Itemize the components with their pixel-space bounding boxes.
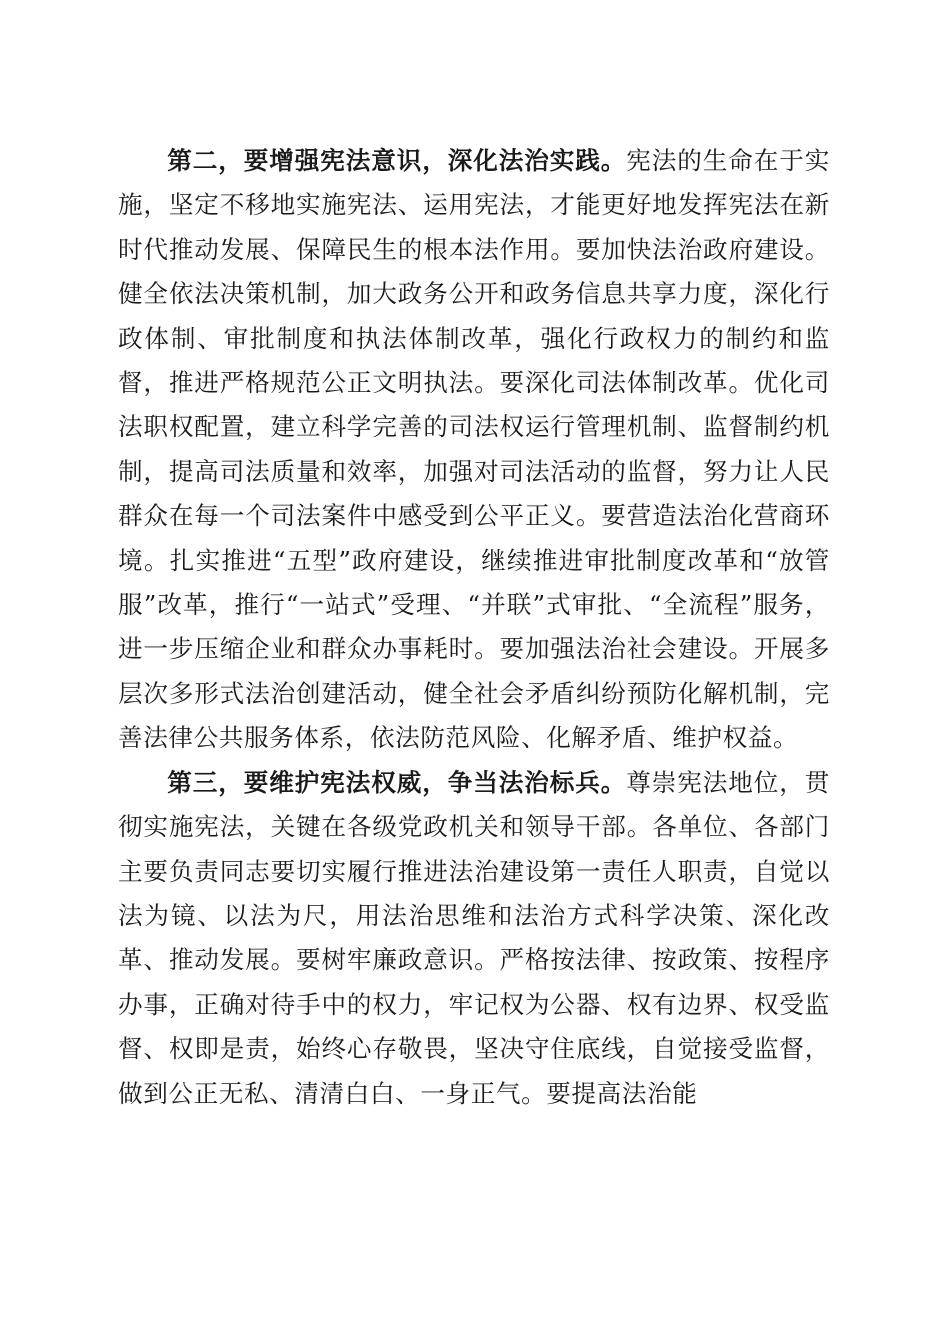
paragraph-second-point: [118, 139, 830, 761]
document-body: [118, 139, 830, 1116]
paragraph-heading: 第三，要维护宪法权威，争当法治标兵。: [167, 767, 627, 797]
paragraph-text: 宪法的生命在于实施，坚定不移地实施宪法、运用宪法，才能更好地发挥宪法在新时代推动发展、保障民生的根本法作用。要加快法治政府建设。健全依法决策机制，加大政务公开和政务信息共享力度，深化行政体制、审批制度和执法体制改革，强化行政权力的制约和监督，推进严格规范公正文明执法。要深化司法体制改革。优化司法职权配置，建立科学完善的司法权运行管理机制、监督制约机制，提高司法质量和效率，加强对司法活动的监督，努力让人民群众在每一个司法案件中感受到公平正义。要营造法治化营商环境。扎实推进“五型”政府建设，继续推进审批制度改革和“放管服”改革，推行“一站式”受理、“并联”式审批、“全流程”服务，进一步压缩企业和群众办事耗时。要加强法治社会建设。开展多层次多形式法治创建活动，健全社会矛盾纠纷预防化解机制，完善法律公共服务体系，依法防范风险、化解矛盾、维护权益。: [118, 146, 830, 753]
paragraph-third-point: [118, 761, 830, 1116]
paragraph-text: 尊崇宪法地位，贯彻实施宪法，关键在各级党政机关和领导干部。各单位、各部门主要负责同志要切实履行推进法治建设第一责任人职责，自觉以法为镜、以法为尺，用法治思维和法治方式科学决策、深化改革、推动发展。要树牢廉政意识。严格按法律、按政策、按程序办事，正确对待手中的权力，牢记权为公器、权有边界、权受监督、权即是责，始终心存敬畏，坚决守住底线，自觉接受监督，做到公正无私、清清白白、一身正气。要提高法治能: [118, 767, 830, 1108]
paragraph-heading: 第二，要增强宪法意识，深化法治实践。: [167, 146, 627, 175]
